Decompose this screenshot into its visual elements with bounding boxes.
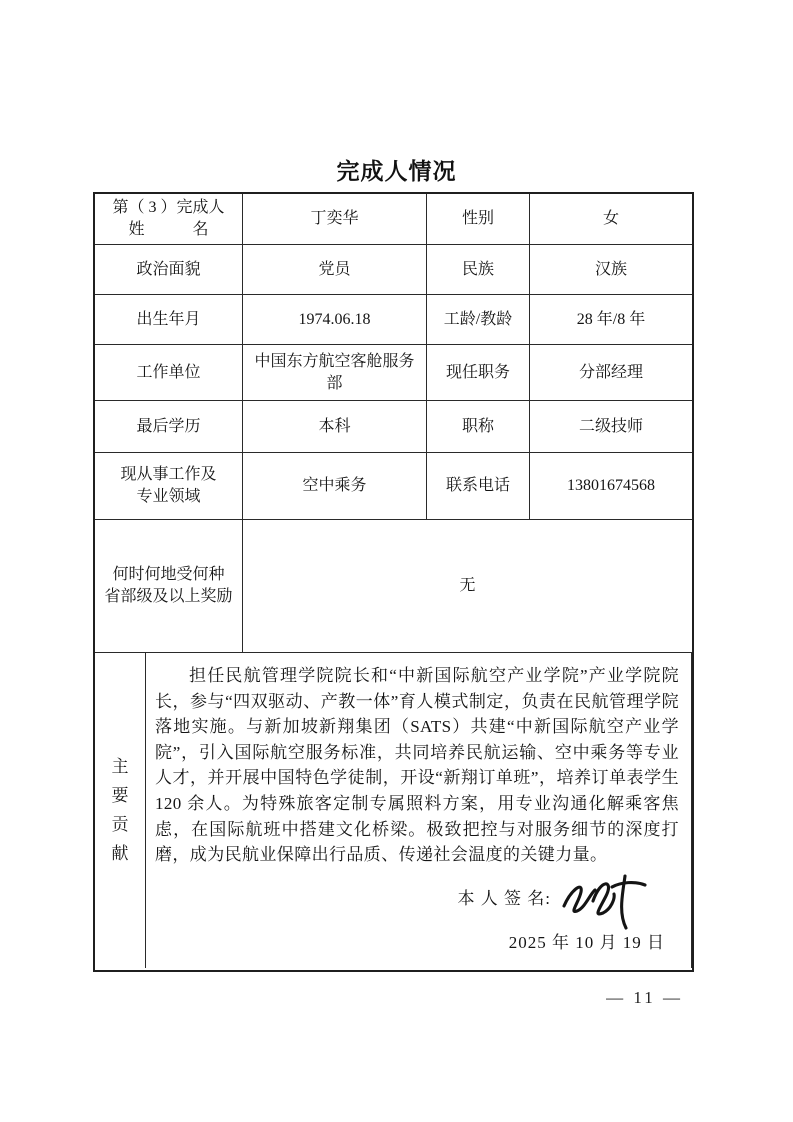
label-awards-line1: 何时何地受何种	[112, 566, 225, 583]
contribution-row	[95, 653, 692, 968]
label-main-contribution-char1: 主	[111, 757, 129, 776]
label-gender: 性别	[427, 194, 530, 245]
label-completer-name-line2: 姓 名	[128, 221, 209, 238]
contribution-body	[146, 653, 691, 968]
value-birth-date: 1974.06.18	[243, 295, 427, 345]
contribution-text: 担任民航管理学院院长和“中新国际航空产业学院”产业学院院长，参与“四双驱动、产教一体”育人模式制定，负责在民航管理学院落地实施。与新加坡新翔集团（SATS）共建“中新国际航空产业学院”，引入国际航空服务标准，共同培养民航运输、空中乘务等专业人才，并开展中国特色学徒制，开设“新翔订单班”，培养订单表学生 120 余人。为特殊旅客定制专属照料方案，用专业沟通化解乘客焦虑，在国际航班中搭建文化桥梁。极致把控与对服务细节的深度打磨，成为民航业保障出行品质、传递社会温度的关键力量。	[155, 666, 679, 865]
label-awards-line2: 省部级及以上奖励	[104, 588, 233, 605]
label-awards	[95, 520, 243, 653]
value-current-work-field: 空中乘务	[243, 453, 427, 520]
label-work-unit: 工作单位	[95, 345, 243, 401]
label-phone: 联系电话	[427, 453, 530, 520]
value-gender: 女	[530, 194, 692, 245]
value-education: 本科	[243, 401, 427, 453]
value-completer-name: 丁奕华	[243, 194, 427, 245]
value-work-years: 28 年/8 年	[530, 295, 692, 345]
page-number: — 11 —	[606, 988, 683, 1007]
label-main-contribution-char4: 献	[111, 844, 129, 863]
signature-label: 本 人 签 名:	[457, 888, 551, 908]
label-work-years: 工龄/教龄	[427, 295, 530, 345]
signature-date: 2025 年 10 月 19 日	[508, 932, 665, 952]
label-ethnicity: 民族	[427, 245, 530, 295]
value-awards: 无	[243, 520, 692, 653]
label-professional-title: 职称	[427, 401, 530, 453]
value-professional-title: 二级技师	[530, 401, 692, 453]
value-phone: 13801674568	[530, 453, 692, 520]
label-completer-name	[95, 194, 243, 245]
value-work-unit	[243, 345, 427, 401]
label-political-status: 政治面貌	[95, 245, 243, 295]
page-title: 完成人情况	[336, 158, 457, 184]
value-political-status: 党员	[243, 245, 427, 295]
label-current-work-field-line2: 专业领域	[136, 488, 201, 505]
label-current-work-field	[95, 453, 243, 520]
signature-image	[557, 870, 653, 932]
label-main-contribution-char2: 要	[111, 786, 129, 805]
label-current-work-field-line1: 现从事工作及	[120, 466, 217, 483]
signature-line	[155, 868, 653, 930]
label-current-position: 现任职务	[427, 345, 530, 401]
completer-info-table	[93, 192, 694, 972]
label-birth-date: 出生年月	[95, 295, 243, 345]
label-main-contribution	[95, 653, 146, 968]
label-completer-name-line1: 第（ 3 ）完成人	[112, 199, 225, 216]
value-current-position: 分部经理	[530, 345, 692, 401]
value-ethnicity: 汉族	[530, 245, 692, 295]
label-education: 最后学历	[95, 401, 243, 453]
value-work-unit-text: 中国东方航空客舱服务部	[254, 352, 415, 392]
label-main-contribution-char3: 贡	[111, 815, 129, 834]
